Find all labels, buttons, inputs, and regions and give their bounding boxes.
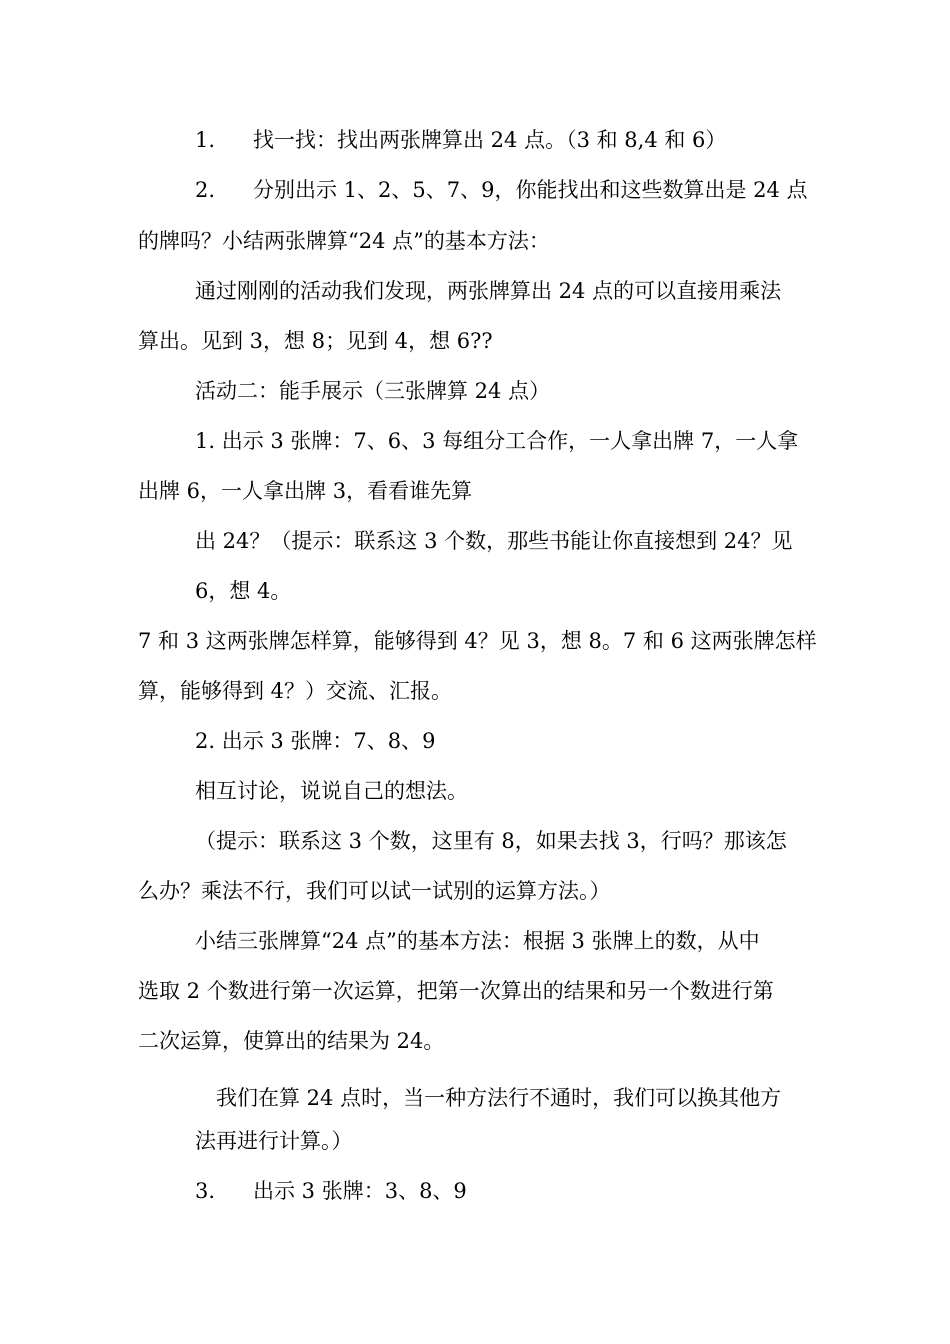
paragraph-text: 出示 3 张牌：3、8、9 [253, 1179, 467, 1203]
paragraph-2 [195, 176, 808, 204]
paragraph-text: 找一找：找出两张牌算出 24 点。（3 和 8,4 和 6） [253, 128, 727, 152]
paragraph-line: （提示：联系这 3 个数，这里有 8，如果去找 3，行吗？那该怎 [195, 829, 787, 853]
paragraph-line: 6，想 4。 [195, 579, 292, 603]
list-number: 2. [195, 178, 216, 202]
paragraph-text: 分别出示 1、2、5、7、9，你能找出和这些数算出是 24 点 [253, 178, 808, 202]
paragraph-line: 通过刚刚的活动我们发现，两张牌算出 24 点的可以直接用乘法 [195, 279, 782, 303]
paragraph-3 [195, 1177, 467, 1205]
paragraph-line: 小结三张牌算“24 点”的基本方法：根据 3 张牌上的数，从中 [195, 929, 760, 953]
paragraph-line: 么办？乘法不行，我们可以试一试别的运算方法。） [138, 879, 611, 903]
paragraph-line: 算出。见到 3，想 8；见到 4，想 6?? [138, 329, 493, 353]
paragraph-line: 7 和 3 这两张牌怎样算，能够得到 4？见 3，想 8。7 和 6 这两张牌怎样 [138, 629, 817, 653]
paragraph-line: 出牌 6，一人拿出牌 3，看看谁先算 [138, 479, 473, 503]
list-number: 3. [195, 1179, 216, 1203]
list-number: 1. [195, 128, 216, 152]
paragraph-line: 相互讨论，说说自己的想法。 [195, 779, 468, 803]
paragraph-1 [195, 126, 726, 154]
paragraph-line: 算，能够得到 4？）交流、汇报。 [138, 679, 453, 703]
paragraph-line: 二次运算，使算出的结果为 24。 [138, 1029, 445, 1053]
paragraph-line: 我们在算 24 点时，当一种方法行不通时，我们可以换其他方 [216, 1086, 782, 1110]
paragraph-line: 出 24？（提示：联系这 3 个数，那些书能让你直接想到 24？见 [195, 529, 793, 553]
paragraph-line: 的牌吗？小结两张牌算“24 点”的基本方法： [138, 229, 550, 253]
paragraph-line: 1. 出示 3 张牌：7、6、3 每组分工合作，一人拿出牌 7，一人拿 [195, 429, 799, 453]
section-heading: 活动二：能手展示（三张牌算 24 点） [195, 379, 551, 403]
paragraph-line: 法再进行计算。） [195, 1129, 353, 1153]
paragraph-line: 2. 出示 3 张牌：7、8、9 [195, 729, 436, 753]
paragraph-line: 选取 2 个数进行第一次运算，把第一次算出的结果和另一个数进行第 [138, 979, 774, 1003]
